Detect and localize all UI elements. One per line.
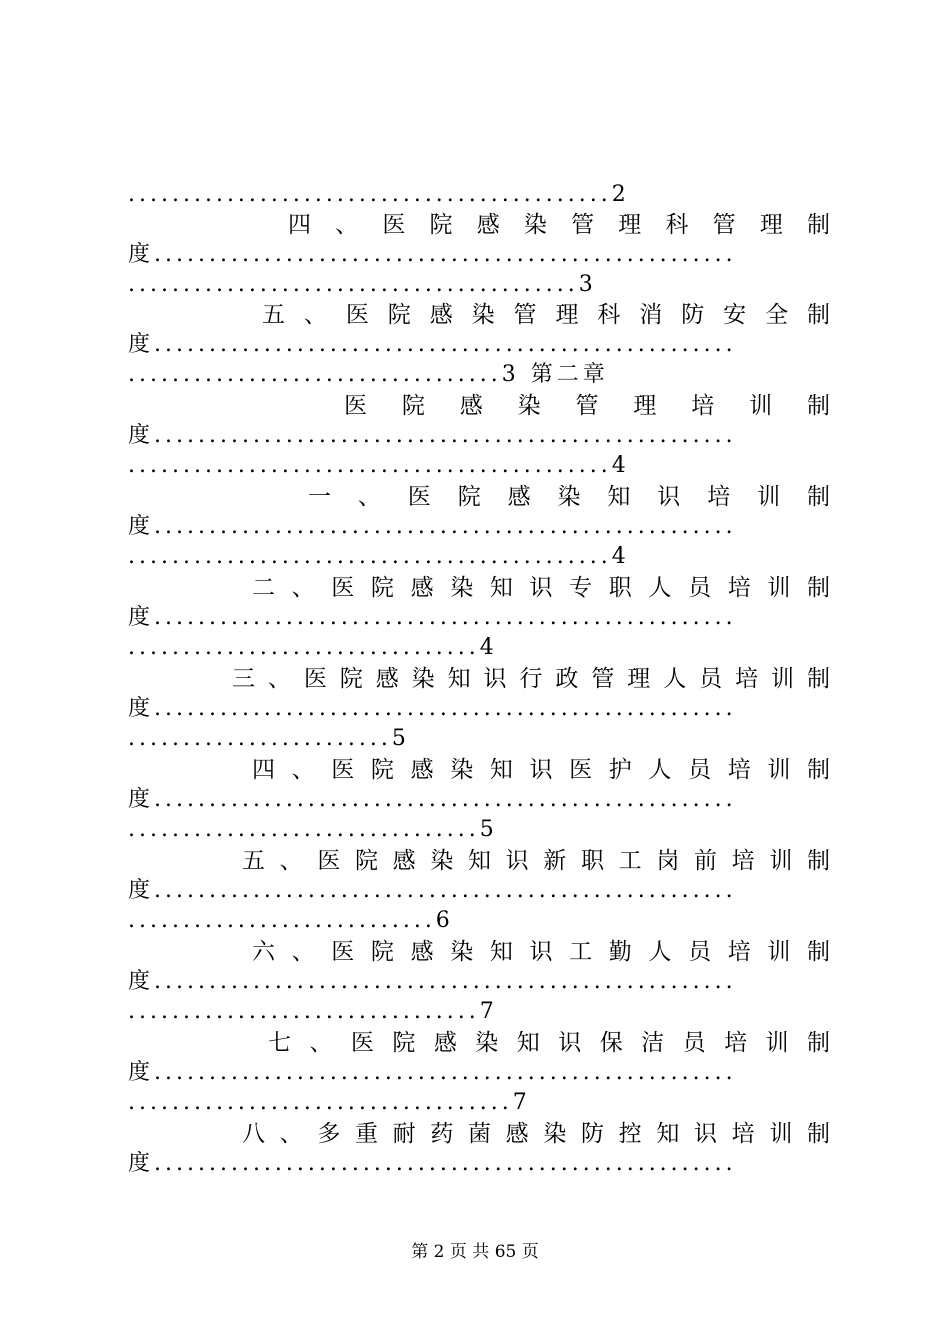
toc-heading-line — [128, 482, 830, 512]
toc-dots-line: ........................5 — [128, 726, 410, 751]
toc-dots-line: 度..................................................... — [128, 1060, 737, 1085]
toc-dots-line: 度..................................................... — [128, 969, 737, 994]
toc-heading-line — [128, 300, 830, 330]
toc-heading-line — [128, 1028, 830, 1058]
toc-heading-text: 一 、 医 院 感 染 知 识 培 训 制 — [308, 484, 830, 510]
toc-heading-line — [128, 573, 830, 603]
toc-dots-line: 度..................................................... — [128, 242, 737, 267]
toc-heading-line — [128, 846, 830, 876]
toc-dots-line: 度..................................................... — [128, 787, 737, 812]
toc-heading-text: 五 、 医 院 感 染 管 理 科 消 防 安 全 制 — [262, 302, 830, 328]
toc-heading-text: 四 、 医 院 感 染 管 理 科 管 理 制 — [288, 212, 830, 238]
toc-heading-text: 四 、 医 院 感 染 知 识 医 护 人 员 培 训 制 — [252, 757, 830, 783]
toc-dots-line: ..................................3 第二章 — [128, 362, 609, 387]
toc-dots-line: ............................................4 — [128, 453, 630, 478]
toc-dots-line: ............................................4 — [128, 544, 630, 569]
toc-dots-line: ................................7 — [128, 999, 498, 1024]
toc-heading-line — [128, 391, 830, 421]
toc-heading-text: 八 、 多 重 耐 药 菌 感 染 防 控 知 识 培 训 制 — [242, 1121, 830, 1147]
toc-dots-line: 度..................................................... — [128, 332, 737, 357]
toc-dots-line: ...................................7 — [128, 1090, 531, 1115]
toc-heading-text: 五 、 医 院 感 染 知 识 新 职 工 岗 前 培 训 制 — [242, 848, 830, 874]
toc-dots-line: 度..................................................... — [128, 696, 737, 721]
toc-heading-line — [128, 937, 830, 967]
toc-heading-line — [128, 664, 830, 694]
toc-dots-line: ............................6 — [128, 908, 454, 933]
toc-dots-line: 度..................................................... — [128, 423, 737, 448]
toc-dots-line: ............................................2 — [128, 182, 630, 207]
toc-heading-text: 三 、 医 院 感 染 知 识 行 政 管 理 人 员 培 训 制 — [232, 666, 830, 692]
toc-dots-line: 度..................................................... — [128, 605, 737, 630]
toc-heading-text: 二 、 医 院 感 染 知 识 专 职 人 员 培 训 制 — [252, 575, 830, 601]
toc-heading-line — [128, 210, 830, 240]
toc-heading-text: 六 、 医 院 感 染 知 识 工 勤 人 员 培 训 制 — [252, 939, 830, 965]
toc-dots-line: 度..................................................... — [128, 878, 737, 903]
toc-heading-line — [128, 1119, 830, 1149]
toc-dots-line: ................................4 — [128, 635, 498, 660]
toc-heading-text: 七 、 医 院 感 染 知 识 保 洁 员 培 训 制 — [268, 1030, 830, 1056]
toc-dots-line: 度..................................................... — [128, 1151, 737, 1176]
toc-dots-line: 度..................................................... — [128, 514, 737, 539]
toc-dots-line: ................................5 — [128, 817, 498, 842]
toc-dots-line: .........................................3 — [128, 272, 597, 297]
toc-heading-text: 医 院 感 染 管 理 培 训 制 — [344, 393, 830, 419]
page-number-footer: 第 2 页 共 65 页 — [411, 1242, 539, 1262]
toc-heading-line — [128, 755, 830, 785]
